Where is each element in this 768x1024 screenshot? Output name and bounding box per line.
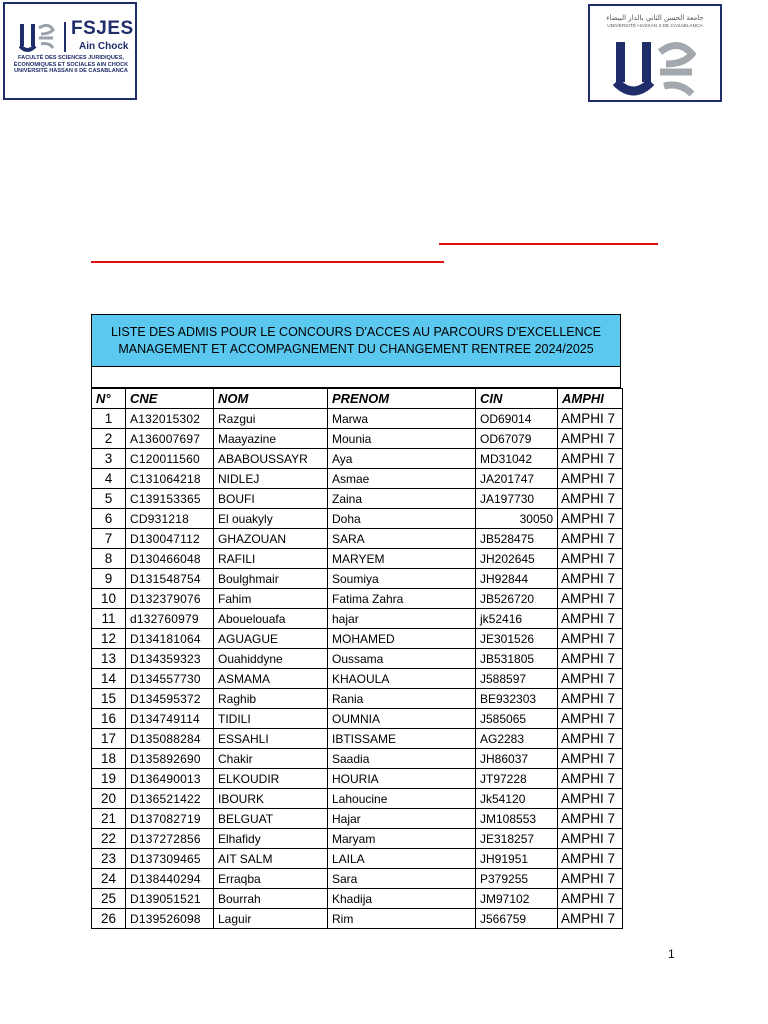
list-title xyxy=(91,314,621,367)
cell-number: 8 xyxy=(92,549,126,569)
cell-amphi: AMPHI 7 xyxy=(558,769,623,789)
cell-nom: Erraqba xyxy=(214,869,328,889)
column-header-number: N° xyxy=(92,389,126,409)
cell-nom: ESSAHLI xyxy=(214,729,328,749)
cell-prenom: SARA xyxy=(328,529,476,549)
cell-nom: Raghib xyxy=(214,689,328,709)
cell-amphi: AMPHI 7 xyxy=(558,749,623,769)
cell-number: 1 xyxy=(92,409,126,429)
cell-amphi: AMPHI 7 xyxy=(558,589,623,609)
table-row xyxy=(92,409,623,429)
cell-prenom: Sara xyxy=(328,869,476,889)
cell-cne: CD931218 xyxy=(126,509,214,529)
list-title-line-2: MANAGEMENT ET ACCOMPAGNEMENT DU CHANGEMENT RENTREE 2024/2025 xyxy=(118,342,594,356)
cell-number: 17 xyxy=(92,729,126,749)
cell-amphi: AMPHI 7 xyxy=(558,569,623,589)
cell-amphi: AMPHI 7 xyxy=(558,729,623,749)
cell-prenom: Khadija xyxy=(328,889,476,909)
university-arabic-name: جامعة الحسن الثاني بالدار البيضاء xyxy=(606,14,704,22)
column-header-amphi: AMPHI xyxy=(558,389,623,409)
cell-cin: BE932303 xyxy=(476,689,558,709)
cell-cin: JM108553 xyxy=(476,809,558,829)
cell-cne: D139051521 xyxy=(126,889,214,909)
cell-cin: J588597 xyxy=(476,669,558,689)
cell-cin: 30050 xyxy=(476,509,558,529)
university-name: UNIVERSITÉ HASSAN II DE CASABLANCA xyxy=(607,24,703,29)
cell-cin: JE318257 xyxy=(476,829,558,849)
table-row xyxy=(92,769,623,789)
cell-cin: JH91951 xyxy=(476,849,558,869)
cell-nom: IBOURK xyxy=(214,789,328,809)
cell-nom: Maayazine xyxy=(214,429,328,449)
cell-cin: JH86037 xyxy=(476,749,558,769)
cell-number: 25 xyxy=(92,889,126,909)
table-row xyxy=(92,729,623,749)
table-row xyxy=(92,529,623,549)
cell-nom: GHAZOUAN xyxy=(214,529,328,549)
cell-cin: JE301526 xyxy=(476,629,558,649)
cell-cne: D137272856 xyxy=(126,829,214,849)
cell-cne: D131548754 xyxy=(126,569,214,589)
cell-cin: JT97228 xyxy=(476,769,558,789)
table-row xyxy=(92,569,623,589)
cell-amphi: AMPHI 7 xyxy=(558,409,623,429)
cell-number: 16 xyxy=(92,709,126,729)
cell-cin: J566759 xyxy=(476,909,558,929)
cell-amphi: AMPHI 7 xyxy=(558,869,623,889)
cell-cin: OD69014 xyxy=(476,409,558,429)
table-row xyxy=(92,849,623,869)
cell-nom: ELKOUDIR xyxy=(214,769,328,789)
cell-amphi: AMPHI 7 xyxy=(558,789,623,809)
cell-prenom: Rania xyxy=(328,689,476,709)
cell-nom: Chakir xyxy=(214,749,328,769)
cell-prenom: KHAOULA xyxy=(328,669,476,689)
cell-amphi: AMPHI 7 xyxy=(558,889,623,909)
cell-number: 5 xyxy=(92,489,126,509)
logo-subtitle: Ain Chock xyxy=(79,41,129,52)
cell-number: 23 xyxy=(92,849,126,869)
cell-amphi: AMPHI 7 xyxy=(558,529,623,549)
cell-cin: JB526720 xyxy=(476,589,558,609)
cell-amphi: AMPHI 7 xyxy=(558,429,623,449)
table-row xyxy=(92,689,623,709)
cell-amphi: AMPHI 7 xyxy=(558,629,623,649)
table-row xyxy=(92,449,623,469)
table-row xyxy=(92,749,623,769)
cell-prenom: Aya xyxy=(328,449,476,469)
university-emblem-icon xyxy=(19,22,57,54)
cell-cne: D137082719 xyxy=(126,809,214,829)
cell-nom: Ouahiddyne xyxy=(214,649,328,669)
column-header-cne: CNE xyxy=(126,389,214,409)
table-row xyxy=(92,869,623,889)
cell-nom: ASMAMA xyxy=(214,669,328,689)
cell-cne: D137309465 xyxy=(126,849,214,869)
cell-number: 12 xyxy=(92,629,126,649)
table-row xyxy=(92,909,623,929)
cell-amphi: AMPHI 7 xyxy=(558,609,623,629)
table-row xyxy=(92,589,623,609)
table-row xyxy=(92,469,623,489)
table-row xyxy=(92,829,623,849)
table-row xyxy=(92,509,623,529)
cell-number: 4 xyxy=(92,469,126,489)
cell-prenom: Hajar xyxy=(328,809,476,829)
cell-number: 26 xyxy=(92,909,126,929)
fsjes-logo xyxy=(3,2,137,100)
cell-cne: D132379076 xyxy=(126,589,214,609)
cell-amphi: AMPHI 7 xyxy=(558,489,623,509)
cell-prenom: HOURIA xyxy=(328,769,476,789)
cell-cne: C120011560 xyxy=(126,449,214,469)
cell-amphi: AMPHI 7 xyxy=(558,809,623,829)
cell-cin: Jk54120 xyxy=(476,789,558,809)
cell-nom: AGUAGUE xyxy=(214,629,328,649)
cell-amphi: AMPHI 7 xyxy=(558,909,623,929)
cell-nom: BELGUAT xyxy=(214,809,328,829)
cell-nom: Elhafidy xyxy=(214,829,328,849)
cell-number: 24 xyxy=(92,869,126,889)
cell-prenom: MOHAMED xyxy=(328,629,476,649)
table-row xyxy=(92,669,623,689)
cell-amphi: AMPHI 7 xyxy=(558,469,623,489)
cell-number: 20 xyxy=(92,789,126,809)
cell-cne: D136490013 xyxy=(126,769,214,789)
cell-prenom: Saadia xyxy=(328,749,476,769)
cell-number: 2 xyxy=(92,429,126,449)
cell-number: 9 xyxy=(92,569,126,589)
cell-cne: D135892690 xyxy=(126,749,214,769)
cell-cne: C139153365 xyxy=(126,489,214,509)
cell-nom: TIDILI xyxy=(214,709,328,729)
cell-cne: D136521422 xyxy=(126,789,214,809)
cell-prenom: Oussama xyxy=(328,649,476,669)
table-row xyxy=(92,809,623,829)
cell-nom: Fahim xyxy=(214,589,328,609)
red-underline-top xyxy=(439,243,658,245)
cell-nom: BOUFI xyxy=(214,489,328,509)
cell-cin: JA197730 xyxy=(476,489,558,509)
admitted-list-table xyxy=(91,388,623,929)
cell-number: 15 xyxy=(92,689,126,709)
cell-nom: Abouelouafa xyxy=(214,609,328,629)
logo-divider xyxy=(64,22,66,52)
cell-number: 22 xyxy=(92,829,126,849)
cell-cin: JA201747 xyxy=(476,469,558,489)
cell-amphi: AMPHI 7 xyxy=(558,509,623,529)
table-row xyxy=(92,629,623,649)
cell-number: 6 xyxy=(92,509,126,529)
cell-cin: JH202645 xyxy=(476,549,558,569)
cell-cne: D130466048 xyxy=(126,549,214,569)
cell-number: 10 xyxy=(92,589,126,609)
cell-nom: Bourrah xyxy=(214,889,328,909)
cell-cne: D134595372 xyxy=(126,689,214,709)
cell-cin: JB528475 xyxy=(476,529,558,549)
column-header-cin: CIN xyxy=(476,389,558,409)
cell-number: 13 xyxy=(92,649,126,669)
cell-prenom: Doha xyxy=(328,509,476,529)
column-header-prenom: PRENOM xyxy=(328,389,476,409)
cell-cne: C131064218 xyxy=(126,469,214,489)
cell-cin: AG2283 xyxy=(476,729,558,749)
cell-cin: J585065 xyxy=(476,709,558,729)
cell-nom: Laguir xyxy=(214,909,328,929)
cell-amphi: AMPHI 7 xyxy=(558,689,623,709)
cell-cin: JM97102 xyxy=(476,889,558,909)
cell-cin: P379255 xyxy=(476,869,558,889)
cell-cne: D134359323 xyxy=(126,649,214,669)
cell-number: 3 xyxy=(92,449,126,469)
cell-prenom: Marwa xyxy=(328,409,476,429)
cell-number: 14 xyxy=(92,669,126,689)
cell-nom: RAFILI xyxy=(214,549,328,569)
cell-nom: AIT SALM xyxy=(214,849,328,869)
cell-cne: A132015302 xyxy=(126,409,214,429)
cell-nom: ABABOUSSAYR xyxy=(214,449,328,469)
cell-nom: Boulghmair xyxy=(214,569,328,589)
table-row xyxy=(92,889,623,909)
cell-nom: Razgui xyxy=(214,409,328,429)
empty-row xyxy=(91,367,621,388)
cell-prenom: LAILA xyxy=(328,849,476,869)
cell-nom: NIDLEJ xyxy=(214,469,328,489)
cell-prenom: hajar xyxy=(328,609,476,629)
cell-amphi: AMPHI 7 xyxy=(558,669,623,689)
cell-cin: JB531805 xyxy=(476,649,558,669)
cell-cne: D138440294 xyxy=(126,869,214,889)
cell-amphi: AMPHI 7 xyxy=(558,549,623,569)
logo-caption: FACULTÉ DES SCIENCES JURIDIQUES, ÉCONOMIQUES ET SOCIALES AIN CHOCK UNIVERSITÉ HASSAN II DE CASABLANCA xyxy=(13,55,129,75)
cell-cne: D130047112 xyxy=(126,529,214,549)
cell-number: 11 xyxy=(92,609,126,629)
list-title-line-1: LISTE DES ADMIS POUR LE CONCOURS D'ACCES AU PARCOURS D'EXCELLENCE xyxy=(110,325,602,339)
column-header-nom: NOM xyxy=(214,389,328,409)
university-emblem-icon xyxy=(612,38,702,98)
cell-amphi: AMPHI 7 xyxy=(558,709,623,729)
cell-prenom: Asmae xyxy=(328,469,476,489)
university-logo xyxy=(588,4,722,102)
table-row xyxy=(92,429,623,449)
cell-prenom: Rim xyxy=(328,909,476,929)
logo-brand: FSJES xyxy=(71,18,134,39)
table-header-row xyxy=(92,389,623,409)
cell-cne: D139526098 xyxy=(126,909,214,929)
table-row xyxy=(92,489,623,509)
cell-prenom: IBTISSAME xyxy=(328,729,476,749)
cell-prenom: Soumiya xyxy=(328,569,476,589)
cell-cne: D135088284 xyxy=(126,729,214,749)
cell-prenom: Lahoucine xyxy=(328,789,476,809)
cell-prenom: Maryam xyxy=(328,829,476,849)
cell-prenom: MARYEM xyxy=(328,549,476,569)
cell-number: 21 xyxy=(92,809,126,829)
cell-cne: D134749114 xyxy=(126,709,214,729)
cell-cin: jk52416 xyxy=(476,609,558,629)
cell-amphi: AMPHI 7 xyxy=(558,649,623,669)
table-row xyxy=(92,649,623,669)
cell-number: 19 xyxy=(92,769,126,789)
cell-cne: D134181064 xyxy=(126,629,214,649)
cell-cin: JH92844 xyxy=(476,569,558,589)
cell-amphi: AMPHI 7 xyxy=(558,449,623,469)
cell-cne: D134557730 xyxy=(126,669,214,689)
page-number: 1 xyxy=(668,947,675,961)
table-row xyxy=(92,609,623,629)
table-row xyxy=(92,549,623,569)
cell-nom: El ouakyly xyxy=(214,509,328,529)
red-underline-bottom xyxy=(91,261,444,263)
cell-number: 7 xyxy=(92,529,126,549)
cell-cne: d132760979 xyxy=(126,609,214,629)
cell-cin: MD31042 xyxy=(476,449,558,469)
cell-cin: OD67079 xyxy=(476,429,558,449)
cell-prenom: Mounia xyxy=(328,429,476,449)
cell-prenom: Zaina xyxy=(328,489,476,509)
cell-cne: A136007697 xyxy=(126,429,214,449)
cell-amphi: AMPHI 7 xyxy=(558,849,623,869)
table-row xyxy=(92,789,623,809)
cell-number: 18 xyxy=(92,749,126,769)
cell-prenom: Fatima Zahra xyxy=(328,589,476,609)
cell-amphi: AMPHI 7 xyxy=(558,829,623,849)
table-row xyxy=(92,709,623,729)
cell-prenom: OUMNIA xyxy=(328,709,476,729)
